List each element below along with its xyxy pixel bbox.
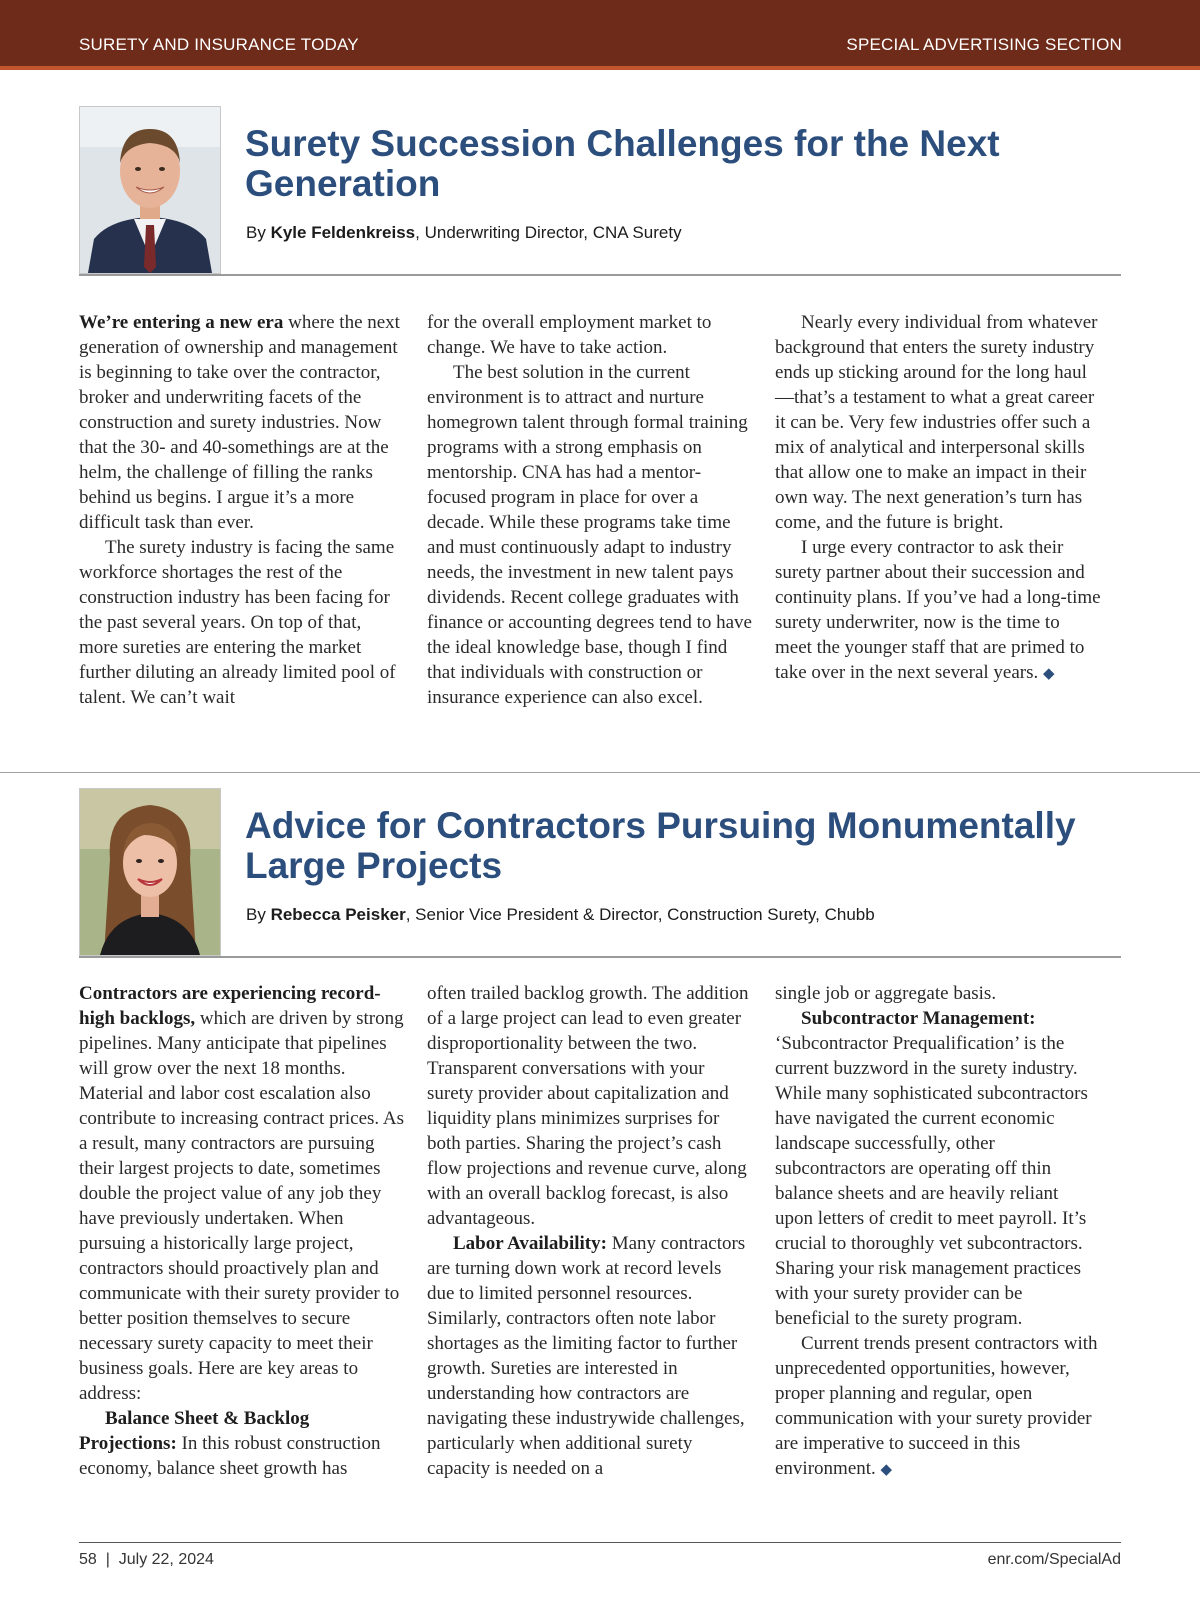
- column-1: [79, 981, 405, 1481]
- subhead: Subcontractor Management:: [801, 1008, 1036, 1029]
- article-succession: [79, 106, 1121, 746]
- author-photo: [79, 106, 221, 274]
- paragraph: The surety industry is facing the same workforce shortages the rest of the construction industry has been facing for the past several years. On top of that, more sureties are entering the market further diluting an already limited pool of talent. We can’t wait: [79, 537, 396, 708]
- author-photo: [79, 788, 221, 956]
- column-2: [427, 310, 753, 710]
- woman-portrait-icon: [80, 789, 220, 955]
- paragraph: [427, 1231, 753, 1481]
- byline: [246, 223, 682, 243]
- article-large-projects: [79, 788, 1121, 1528]
- paragraph-text: Current trends present contractors with unprecedented opportunities, however, proper planning and regular, open communication with your surety provider are imperative to succeed in this environment.: [775, 1333, 1098, 1479]
- page-info: 58 | July 22, 2024: [79, 1551, 214, 1568]
- article-separator: [0, 772, 1200, 773]
- byline-prefix: By: [246, 905, 271, 924]
- lead-in: Contractors are experiencing record-high backlogs,: [79, 983, 381, 1029]
- subhead: Balance Sheet & Backlog Projections:: [79, 1408, 310, 1454]
- end-diamond-icon: ◆: [1043, 666, 1055, 682]
- publication-name: SURETY AND INSURANCE TODAY: [79, 35, 359, 54]
- section-label: SPECIAL ADVERTISING SECTION: [846, 35, 1122, 54]
- article-title: Advice for Contractors Pursuing Monumentally Large Projects: [245, 805, 1076, 886]
- author-name: Kyle Feldenkreiss: [270, 223, 416, 242]
- lead-in: We’re entering a new era: [79, 312, 284, 333]
- paragraph: [775, 1006, 1101, 1331]
- end-diamond-icon: ◆: [880, 1462, 893, 1478]
- paragraph: [775, 1331, 1101, 1483]
- paragraph-text: ‘Subcontractor Prequalification’ is the current buzzword in the surety industry. While many sophisticated subcontractors have navigated the current economic landscape successfully, other subcontractors are operating off thin balance sheets and are heavily reliant upon letters of credit to meet payroll. It’s crucial to thoroughly vet subcontractors. Sharing your risk management practices with your surety provider can be beneficial to the surety program.: [775, 1033, 1088, 1329]
- paragraph: [79, 310, 405, 535]
- paragraph: [79, 1406, 405, 1481]
- paragraph: [79, 981, 405, 1406]
- header-banner: [0, 0, 1200, 70]
- page-footer: [79, 1542, 1121, 1579]
- paragraph: [775, 535, 1101, 687]
- paragraph-text: I urge every contractor to ask their surety partner about their succession and continuity plans. If you’ve had a long-time surety underwriter, now is the time to meet the younger staff that are primed to take over in the next several years.: [775, 537, 1101, 683]
- paragraph: for the overall employment market to change. We have to take action.: [427, 312, 712, 358]
- column-1: [79, 310, 405, 710]
- paragraph-text: which are driven by strong pipelines. Many anticipate that pipelines will grow over the next 18 months. Material and labor cost escalation also contribute to increasing contract prices. As a result, many contractors are pursuing their largest projects to date, sometimes double the project value of any job they have previously undertaken. When pursuing a historically large project, contractors should proactively plan and communicate with their surety provider to better position themselves to secure necessary surety capacity to meet their business goals. Here are key areas to address:: [79, 1008, 405, 1404]
- column-3: [775, 981, 1101, 1483]
- byline: [246, 905, 875, 925]
- author-title: , Underwriting Director, CNA Surety: [415, 223, 682, 242]
- paragraph: single job or aggregate basis.: [775, 983, 997, 1004]
- paragraph-text: In this robust construction economy, balance sheet growth has: [79, 1433, 381, 1479]
- article-header: [79, 788, 1121, 958]
- column-3: [775, 310, 1101, 687]
- article-title: Surety Succession Challenges for the Next Generation: [245, 123, 1000, 204]
- subhead: Labor Availability:: [453, 1233, 607, 1254]
- paragraph-text: where the next generation of ownership and management is beginning to take over the contractor, broker and underwriting facets of the construction and surety industries. Now that the 30- and 40-somethings are at the helm, the challenge of filling the ranks behind us begins. I argue it’s a more difficult task than ever.: [79, 312, 400, 533]
- paragraph-text: Many contractors are turning down work at record levels due to limited personnel resources. Similarly, contractors often note labor shortages as the limiting factor to further growth. Sureties are interested in understanding how contractors are navigating these industrywide challenges, particularly when additional surety capacity is needed on a: [427, 1233, 746, 1479]
- paragraph: often trailed backlog growth. The addition of a large project can lead to even greater disproportionality between the two. Transparent conversations with your surety provider about capitalization and liquidity plans minimizes surprises for both parties. Sharing the project’s cash flow projections and revenue curve, along with an overall backlog forecast, is also advantageous.: [427, 983, 749, 1229]
- author-name: Rebecca Peisker: [270, 905, 406, 924]
- paragraph: The best solution in the current environment is to attract and nurture homegrown talent through formal training programs with a strong emphasis on mentorship. CNA has had a mentor-focused program in place for over a decade. While these programs take time and must continuously adapt to industry needs, the investment in new talent pays dividends. Recent college graduates with finance or accounting degrees tend to have the ideal knowledge base, though I find that individuals with construction or insurance experience can also excel.: [427, 362, 752, 708]
- column-2: [427, 981, 753, 1481]
- paragraph: Nearly every individual from whatever background that enters the surety industry ends up sticking around for the long haul—that’s a testament to what a great career it can be. Very few industries offer such a mix of analytical and interpersonal skills that allow one to make an impact in their own way. The next generation’s turn has come, and the future is bright.: [775, 312, 1098, 533]
- byline-prefix: By: [246, 223, 271, 242]
- footer-url: enr.com/SpecialAd: [987, 1551, 1121, 1568]
- author-title: , Senior Vice President & Director, Construction Surety, Chubb: [405, 905, 875, 924]
- man-portrait-icon: [80, 107, 220, 273]
- article-header: [79, 106, 1121, 276]
